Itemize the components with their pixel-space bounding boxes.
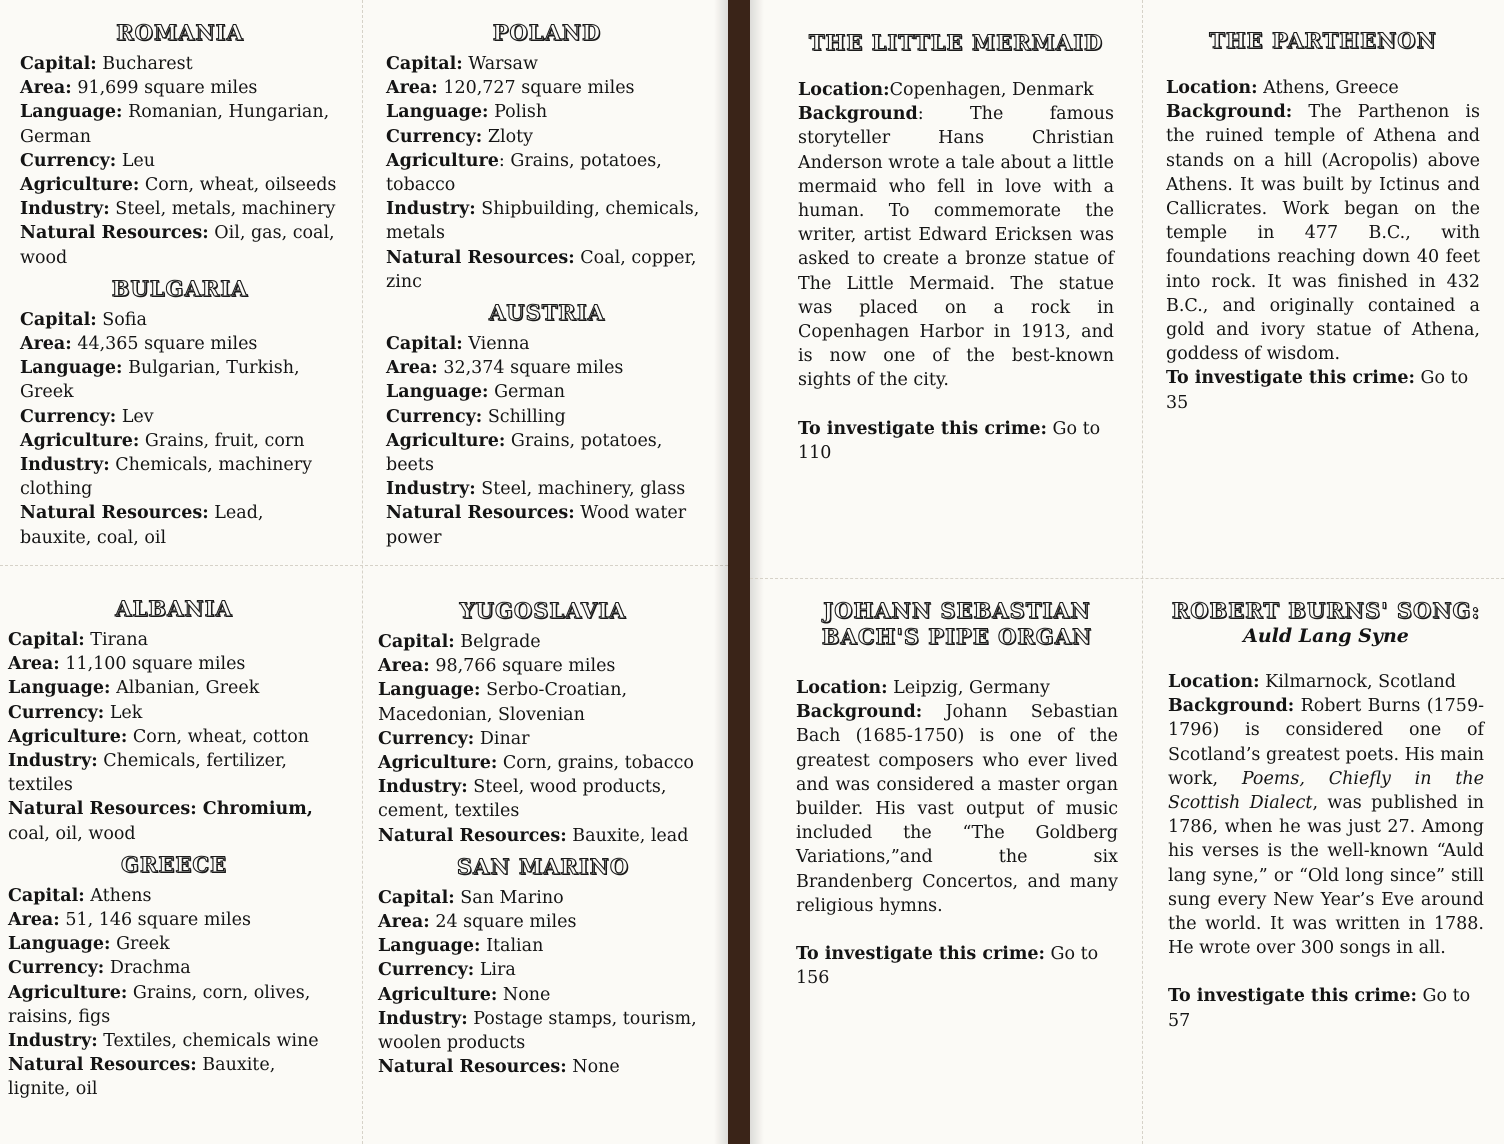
card-robert-burns: [1168, 598, 1484, 1033]
resources-row: Natural Resources: Chromium, coal, oil, wood: [8, 799, 313, 844]
investigate-row: To investigate this crime: Go to 35: [1166, 368, 1469, 413]
language-row: Language: Bulgarian, Turkish, Greek: [20, 358, 300, 403]
country-title: ROMANIA: [116, 20, 244, 45]
capital-row: Capital: Bucharest: [20, 54, 193, 74]
resources-row: Natural Resources: Lead, bauxite, coal, oil: [20, 503, 264, 548]
currency-row: Currency: Schilling: [386, 406, 566, 427]
investigate-row: To investigate this crime: Go to 156: [796, 944, 1099, 989]
capital-row: Capital: Athens: [8, 885, 152, 906]
country-title: BULGARIA: [111, 275, 249, 301]
row-divider: [750, 578, 1504, 579]
location-row: Location: Kilmarnock, Scotland: [1168, 672, 1456, 692]
area-row: Area: 120,727 square miles: [386, 78, 635, 99]
background-row: Background: Robert Burns (1759-1796) is considered one of Scotland’s greatest poets. His main work, Poems, Chiefly in the Scottish Dialect, was published in 1786, when he was just 27. Among his verses is the well-known “Auld lang syne,” or “Old long since” still sung every New Year’s Eve around the world. It was written in 1788. He wrote over 300 songs in all.: [1168, 696, 1484, 959]
area-row: Area: 98,766 square miles: [378, 656, 616, 677]
agriculture-row: Agriculture: Grains, potatoes, beets: [386, 430, 663, 476]
currency-row: Currency: Zloty: [386, 126, 534, 147]
resources-row: Natural Resources: Bauxite, lignite, oil: [8, 1055, 276, 1100]
currency-row: Currency: Lek: [8, 702, 143, 723]
location-row: Location:Copenhagen, Denmark: [798, 80, 1094, 100]
location-row: Location: Athens, Greece: [1166, 78, 1399, 98]
industry-row: Industry: Textiles, chemicals wine: [8, 1031, 319, 1052]
card-yugoslavia-sanmarino: [378, 598, 708, 1079]
country-title: ALBANIA: [115, 596, 233, 621]
agriculture-row: Agriculture: Corn, grains, tobacco: [378, 753, 694, 774]
country-title: SAN MARINO: [456, 853, 630, 879]
currency-row: Currency: Lira: [378, 960, 516, 981]
country-title: YUGOSLAVIA: [459, 598, 627, 623]
capital-row: Capital: Vienna: [386, 334, 530, 355]
industry-row: Industry: Shipbuilding, chemicals, metals: [386, 199, 700, 244]
area-row: Area: 51, 146 square miles: [8, 910, 251, 931]
column-divider: [362, 0, 363, 1144]
site-title: BACH'S PIPE ORGAN: [821, 624, 1093, 649]
language-row: Language: German: [386, 382, 566, 403]
currency-row: Currency: Dinar: [378, 728, 530, 749]
investigate-row: To investigate this crime: Go to 57: [1168, 986, 1471, 1031]
card-albania-greece: [8, 596, 340, 1102]
language-row: Language: Polish: [386, 102, 548, 123]
card-romania-bulgaria: [20, 20, 340, 550]
industry-row: Industry: Steel, metals, machinery: [20, 199, 336, 220]
background-row: Background: The Parthenon is the ruined temple of Athena and stands on a hill (Acropolis) above Athens. It was built by Ictinus and Callicrates. Work began on the temple in 477 B.C., with foundations reaching down 40 feet into rock. It was finished in 432 B.C., and originally contained a gold and ivory statue of Athena, goddess of wisdom.: [1166, 102, 1480, 365]
agriculture-row: Agriculture: Grains, corn, olives, raisins, figs: [8, 982, 311, 1027]
site-title: THE PARTHENON: [1209, 28, 1437, 53]
industry-row: Industry: Steel, machinery, glass: [386, 479, 686, 500]
language-row: Language: Italian: [378, 936, 544, 957]
language-row: Language: Romanian, Hungarian, German: [20, 102, 330, 147]
agriculture-row: Agriculture: Grains, fruit, corn: [20, 430, 305, 451]
currency-row: Currency: Leu: [20, 150, 156, 171]
industry-row: Industry: Steel, wood products, cement, textiles: [378, 777, 667, 822]
resources-row: Natural Resources: Coal, copper, zinc: [386, 247, 697, 292]
row-divider: [0, 565, 728, 566]
right-page: [750, 0, 1504, 1144]
language-row: Language: Albanian, Greek: [8, 678, 260, 699]
agriculture-row: Agriculture: Corn, wheat, cotton: [8, 726, 310, 747]
area-row: Area: 32,374 square miles: [386, 358, 624, 379]
country-title: POLAND: [492, 20, 602, 45]
agriculture-row: Agriculture: None: [378, 984, 551, 1005]
site-subtitle: Auld Lang Syne: [1243, 625, 1409, 647]
area-row: Area: 24 square miles: [378, 912, 577, 933]
language-row: Language: Serbo-Croatian, Macedonian, Slovenian: [378, 680, 628, 725]
resources-row: Natural Resources: Oil, gas, coal, wood: [20, 223, 335, 268]
capital-row: Capital: San Marino: [378, 887, 564, 908]
card-little-mermaid: [798, 30, 1114, 465]
area-row: Area: 91,699 square miles: [20, 78, 258, 99]
area-row: Area: 44,365 square miles: [20, 334, 258, 355]
currency-row: Currency: Lev: [20, 406, 154, 427]
spine-shadow: [714, 0, 728, 1144]
capital-row: Capital: Belgrade: [378, 632, 541, 652]
card-bach-organ: [796, 598, 1118, 990]
resources-row: Natural Resources: Bauxite, lead: [378, 825, 689, 846]
agriculture-row: Agriculture: Grains, potatoes, tobacco: [386, 150, 662, 196]
site-title: JOHANN SEBASTIAN: [823, 598, 1091, 623]
industry-row: Industry: Chemicals, machinery clothing: [20, 455, 312, 500]
site-title: THE LITTLE MERMAID: [808, 30, 1104, 55]
card-poland-austria: [386, 20, 708, 550]
resources-row: Natural Resources: None: [378, 1057, 620, 1078]
resources-row: Natural Resources: Wood water power: [386, 503, 687, 548]
column-divider: [1142, 0, 1143, 1144]
card-parthenon: [1166, 28, 1480, 415]
area-row: Area: 11,100 square miles: [8, 654, 246, 675]
location-row: Location: Leipzig, Germany: [796, 678, 1050, 698]
country-title: GREECE: [120, 851, 228, 877]
capital-row: Capital: Tirana: [8, 630, 149, 650]
industry-row: Industry: Postage stamps, tourism, woolen products: [378, 1008, 697, 1054]
background-row: Background: The famous storyteller Hans Christian Anderson wrote a tale about a little mermaid who fell in love with a human. To commemorate the writer, artist Edward Ericksen was asked to create a bronze statue of The Little Mermaid. The statue was placed on a rock in Copenhagen Harbor in 1913, and is now one of the best-known sights of the city.: [798, 104, 1114, 391]
spine-shadow: [750, 0, 764, 1144]
currency-row: Currency: Drachma: [8, 958, 191, 979]
language-row: Language: Greek: [8, 934, 170, 955]
agriculture-row: Agriculture: Corn, wheat, oilseeds: [20, 175, 337, 196]
industry-row: Industry: Chemicals, fertilizer, textiles: [8, 751, 287, 796]
investigate-row: To investigate this crime: Go to 110: [798, 418, 1101, 463]
left-page: [0, 0, 728, 1144]
capital-row: Capital: Warsaw: [386, 54, 538, 74]
background-row: Background: Johann Sebastian Bach (1685-1750) is one of the greatest composers who ever lived and was considered a master organ builder. His vast output of music included the “The Goldberg Variations,”and the six Brandenberg Concertos, and many religious hymns.: [796, 702, 1118, 916]
site-title: ROBERT BURNS' SONG:: [1171, 598, 1481, 623]
capital-row: Capital: Sofia: [20, 309, 147, 330]
country-title: AUSTRIA: [489, 300, 605, 326]
